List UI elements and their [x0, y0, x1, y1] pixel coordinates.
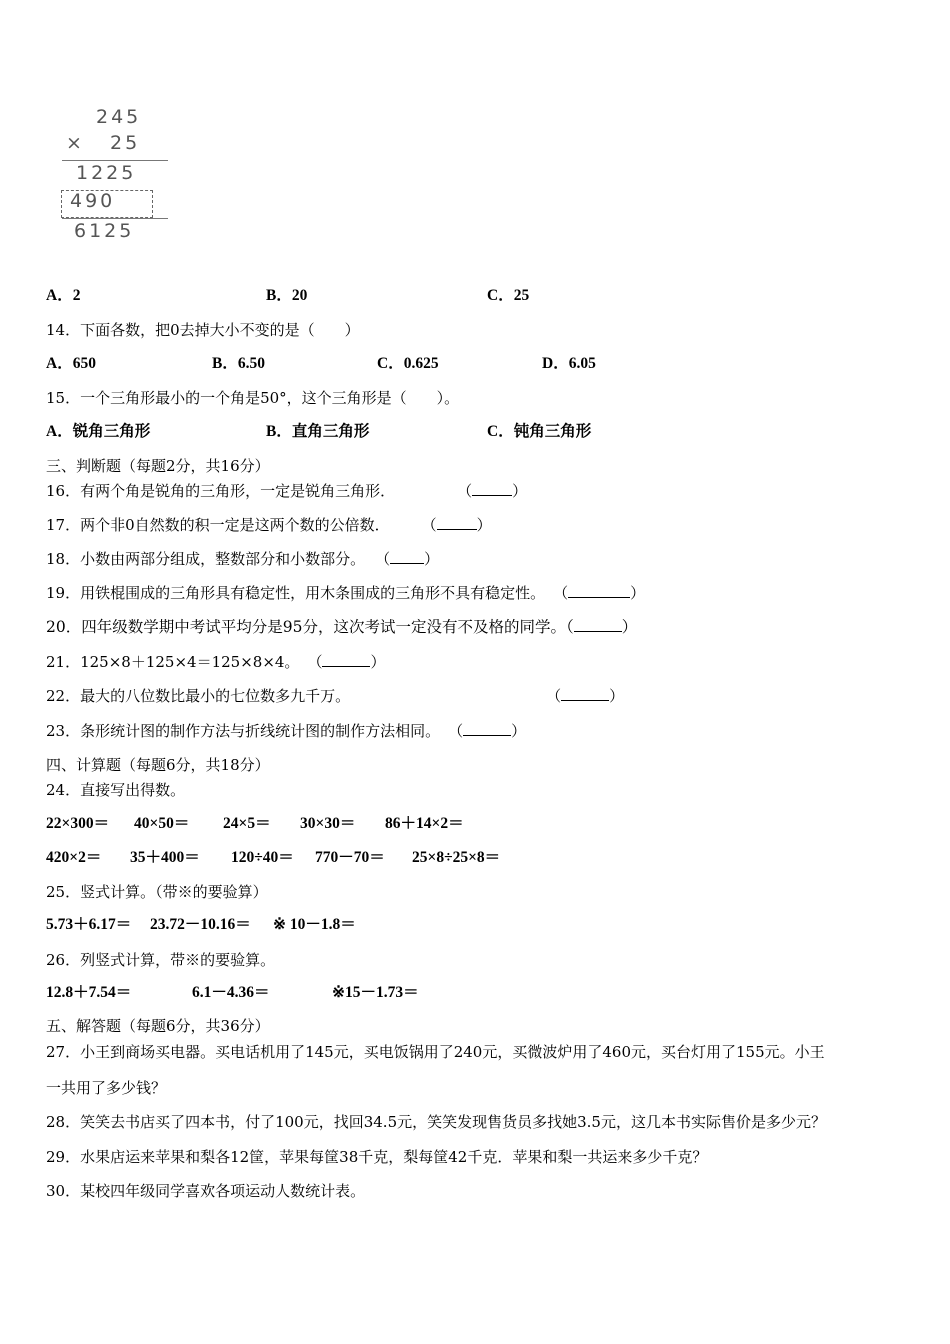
q24-r1-item: 30×30＝ — [300, 815, 356, 832]
q24-r1-item: 86＋14×2＝ — [385, 815, 464, 832]
q21 — [46, 652, 385, 672]
q26-item: ※15－1.73＝ — [332, 984, 419, 1001]
q28: 28．笑笑去书店买了四本书，付了100元，找回34.5元，笑笑发现售货员多找她3.5元，这几本书实际售价是多少元？ — [46, 1113, 826, 1131]
q19-paren-open: （ — [553, 584, 569, 602]
q23-paren-open: （ — [448, 722, 464, 740]
q20 — [46, 617, 637, 637]
q23-answer-blank[interactable] — [463, 721, 511, 736]
q17-text: 17．两个非0自然数的积一定是这两个数的公倍数． — [46, 516, 390, 534]
q17-paren-open: （ — [421, 516, 437, 534]
q24-r2-item: 770－70＝ — [315, 849, 385, 866]
q25-item: ※ 10－1.8＝ — [273, 916, 356, 933]
q18-text: 18．小数由两部分组成，整数部分和小数部分。 — [46, 550, 366, 568]
q19-answer-blank[interactable] — [568, 583, 630, 598]
q15-option-c: C．钝角三角形 — [487, 423, 592, 440]
multiplier: 25 — [110, 132, 141, 154]
q18-paren-open: （ — [375, 550, 391, 568]
q22-text: 22．最大的八位数比最小的七位数多九千万。 — [46, 687, 351, 705]
q15-option-b: B．直角三角形 — [266, 423, 370, 440]
q19 — [46, 583, 645, 603]
q16-paren-close: ） — [512, 482, 528, 500]
q13-option-a: A．2 — [46, 287, 81, 304]
q26-stem: 26．列竖式计算，带※的要验算。 — [46, 951, 276, 969]
q16-answer-blank[interactable] — [472, 481, 512, 496]
q21-paren-close: ） — [370, 653, 386, 671]
q18-paren-close: ） — [424, 550, 440, 568]
q16 — [46, 481, 527, 501]
q30: 30．某校四年级同学喜欢各项运动人数统计表。 — [46, 1182, 366, 1200]
q26-item: 6.1－4.36＝ — [192, 984, 270, 1001]
q23-paren-close: ） — [511, 722, 527, 740]
q21-answer-blank[interactable] — [322, 652, 370, 667]
q24-stem: 24．直接写出得数。 — [46, 781, 186, 799]
q24-r2-item: 420×2＝ — [46, 849, 102, 866]
q14-option-b: B．6.50 — [212, 355, 265, 372]
q24-r1-item: 22×300＝ — [46, 815, 110, 832]
q17-paren-close: ） — [476, 516, 492, 534]
q22-paren-open: （ — [546, 687, 562, 705]
q14-option-a: A．650 — [46, 355, 96, 372]
q17-answer-blank[interactable] — [437, 515, 477, 530]
q19-paren-close: ） — [630, 584, 646, 602]
q22-paren-close: ） — [609, 687, 625, 705]
q24-r1-item: 24×5＝ — [223, 815, 271, 832]
q22 — [46, 686, 624, 706]
q18-answer-blank[interactable] — [390, 549, 424, 564]
q20-answer-blank[interactable] — [574, 617, 622, 632]
section-5-heading: 五、解答题（每题6分，共36分） — [46, 1017, 270, 1035]
times-sign: × — [66, 132, 85, 154]
q23-text: 23．条形统计图的制作方法与折线统计图的制作方法相同。 — [46, 722, 441, 740]
section-3-heading: 三、判断题（每题2分，共16分） — [46, 457, 270, 475]
q16-text: 16．有两个角是锐角的三角形，一定是锐角三角形． — [46, 482, 396, 500]
section-4-heading: 四、计算题（每题6分，共18分） — [46, 756, 270, 774]
q20-paren-close: ） — [621, 618, 638, 636]
q22-answer-blank[interactable] — [561, 686, 609, 701]
q16-paren-open: （ — [457, 482, 473, 500]
q17 — [46, 515, 492, 535]
multiplication-figure — [56, 104, 176, 254]
partial-product-1: 1225 — [76, 162, 137, 184]
q14-stem: 14．下面各数，把0去掉大小不变的是（ ） — [46, 321, 360, 339]
q21-paren-open: （ — [307, 653, 323, 671]
q24-r2-item: 120÷40＝ — [231, 849, 294, 866]
q25-item: 23.72－10.16＝ — [150, 916, 251, 933]
q13-option-b: B．20 — [266, 287, 308, 304]
q14-option-d: D．6.05 — [542, 355, 596, 372]
q19-text: 19．用铁棍围成的三角形具有稳定性，用木条围成的三角形不具有稳定性。 — [46, 584, 546, 602]
q24-r1-item: 40×50＝ — [134, 815, 190, 832]
q24-r2-item: 25×8÷25×8＝ — [412, 849, 501, 866]
q15-option-a: A．锐角三角形 — [46, 423, 151, 440]
q20-text: 20．四年级数学期中考试平均分是95分，这次考试一定没有不及格的同学。 — [46, 618, 566, 636]
q13-option-c: C．25 — [487, 287, 530, 304]
final-product: 6125 — [74, 220, 135, 242]
partial-product-2: 490 — [70, 190, 116, 212]
q20-paren-open: （ — [565, 618, 574, 636]
q26-item: 12.8＋7.54＝ — [46, 984, 132, 1001]
rule-line-2 — [62, 218, 168, 219]
q21-text: 21．125×8＋125×4＝125×8×4。 — [46, 653, 300, 671]
q25-item: 5.73＋6.17＝ — [46, 916, 132, 933]
q27-line2: 一共用了多少钱？ — [46, 1079, 167, 1097]
q15-stem: 15．一个三角形最小的一个角是50°，这个三角形是（ ）。 — [46, 389, 460, 407]
q29: 29．水果店运来苹果和梨各12筐，苹果每筐38千克，梨每筐42千克．苹果和梨一共运来多少千克？ — [46, 1148, 708, 1166]
q27-line1: 27．小王到商场买电器。买电话机用了145元，买电饭锅用了240元，买微波炉用了460元，买台灯用了155元。小王 — [46, 1043, 825, 1061]
q24-r2-item: 35＋400＝ — [130, 849, 200, 866]
q25-stem: 25．竖式计算。（带※的要验算） — [46, 883, 268, 901]
q23 — [46, 721, 526, 741]
rule-line-1 — [62, 160, 168, 161]
q18 — [46, 549, 439, 569]
multiplicand: 245 — [96, 106, 142, 128]
q14-option-c: C．0.625 — [377, 355, 439, 372]
